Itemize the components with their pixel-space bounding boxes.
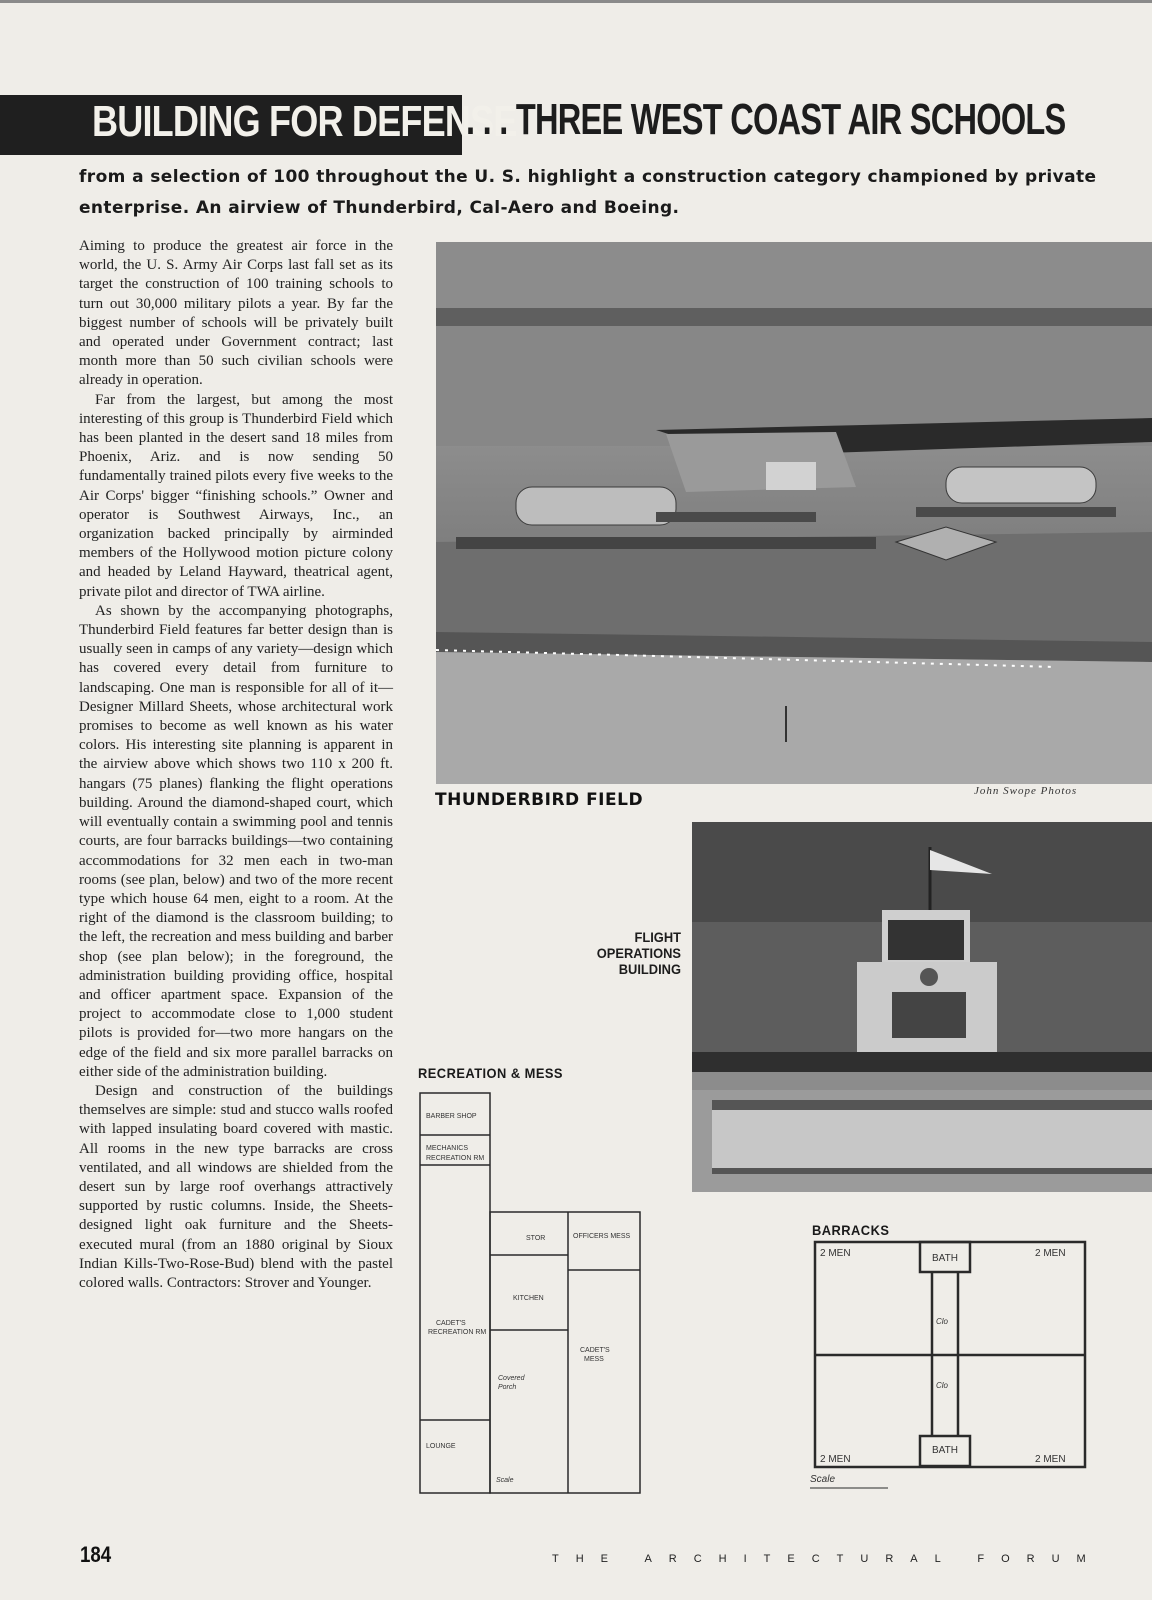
- article-paragraph: Far from the largest, but among the most interesting of this group is Thunderbird Field which has been planted in the desert sand 18 miles from Phoenix, Ariz. and is now sending 50 fundamentally trained pilots every five weeks to the Air Corps' bigger “finishing schools.” Owner and operator is Southwest Airways, Inc., an organization backed principally by airminded members of the Hollywood motion picture colony and headed by Leland Hayward, theatrical agent, private pilot and director of TWA airline.: [79, 391, 393, 600]
- room-lounge: LOUNGE: [426, 1443, 456, 1450]
- room-2-men-top-right: 2 MEN: [1035, 1248, 1066, 1259]
- recreation-plan-title: RECREATION & MESS: [418, 1065, 563, 1081]
- room-bath-bottom: BATH: [932, 1445, 958, 1456]
- room-closet: Clo: [936, 1317, 949, 1326]
- caption-line: FLIGHT: [634, 929, 681, 945]
- article-paragraph: Design and construction of the buildings themselves are simple: stud and stucco walls roofed with lapped insulating board covered with mastic. All rooms in the new type barracks are cross ventilated, and all windows are shielded from the desert sun by large roof overhangs attractively supported by rustic columns. Inside, the Sheets-designed light oak furniture and the Sheets-executed mural (from an 1880 original by Sioux Indian Kills-Two-Rose-Bud) blend with the pastel colored walls. Contractors: Strover and Younger.: [79, 1082, 393, 1291]
- magazine-footer: [552, 1553, 1103, 1565]
- barracks-floor-plan: [810, 1240, 1095, 1502]
- room-cadet-rec-2: RECREATION RM: [428, 1329, 487, 1336]
- page-number: 184: [80, 1542, 112, 1567]
- title-primary: BUILDING FOR DEFENSE: [92, 97, 517, 146]
- subheadline: from a selection of 100 throughout the U. S. highlight a construction category championed by private enterprise. An airview of Thunderbird, Cal-Aero and Boeing.: [79, 167, 1097, 218]
- room-cadet-mess: CADET'S: [580, 1347, 610, 1354]
- room-closet: Clo: [936, 1381, 949, 1390]
- plan-scale: Scale: [810, 1474, 836, 1485]
- room-2-men-bottom-left: 2 MEN: [820, 1454, 851, 1465]
- room-porch-2: Porch: [498, 1384, 517, 1391]
- room-cadet-rec: CADET'S: [436, 1320, 466, 1327]
- room-2-men-top-left: 2 MEN: [820, 1248, 851, 1259]
- room-officers-mess: OFFICERS MESS: [573, 1233, 631, 1240]
- footer-text: THE ARCHITECTURAL FORUM: [552, 1553, 1103, 1565]
- plan-scale: Scale: [496, 1477, 514, 1484]
- caption-line: BUILDING: [618, 961, 681, 977]
- top-rule: [0, 0, 1152, 3]
- room-porch: Covered: [498, 1375, 525, 1382]
- caption-line: OPERATIONS: [596, 945, 681, 961]
- room-cadet-mess-2: MESS: [584, 1356, 604, 1363]
- article-paragraph: Aiming to produce the greatest air force in the world, the U. S. Army Air Corps last fall set as its target the construction of 100 training schools to turn out 30,000 military pilots a year. By far the biggest number of schools will be privately built and operated under Government contract; last month more than 50 such civilian schools were already in operation.: [79, 238, 393, 389]
- room-bath-top: BATH: [932, 1253, 958, 1264]
- flight-photo-art: [692, 822, 1152, 1192]
- room-mechanics-2: RECREATION RM: [426, 1155, 485, 1162]
- room-barber: BARBER SHOP: [426, 1113, 477, 1120]
- room-mechanics: MECHANICS: [426, 1145, 469, 1152]
- article-paragraph: As shown by the accompanying photographs, Thunderbird Field features far better design than is usually seen in camps of any variety—design which has covered every detail from furniture to landscaping. One man is responsible for all of it—Designer Millard Sheets, whose architectural work promises to become as well known as his water colors. His interesting site planning is apparent in the airview above which shows two 110 x 200 ft. hangars (75 planes) flanking the flight operations building. Around the diamond-shaped court, which will eventually contain a swimming pool and tennis courts, are four barracks buildings—two containing accommodations for 32 men each in two-man rooms (see plan, below) and two of the more recent type which house 64 men, eight to a room. At the right of the diamond is the classroom building; to the left, the recreation and mess building and barber shop (see plan below); in the foreground, the administration building providing office, hospital and officer apartment space. Expansion of the project to accommodate close to 1,000 student pilots is provided for—two more hangars on the edge of the field and six more parallel barracks on either side of the administration building.: [79, 602, 393, 1080]
- room-stor: STOR: [526, 1235, 546, 1242]
- title-banner: [0, 95, 517, 155]
- flight-operations-photo: [692, 822, 1152, 1192]
- barracks-plan-title: BARRACKS: [812, 1222, 890, 1238]
- thunderbird-aerial-photo: [436, 242, 1152, 784]
- recreation-mess-floor-plan: [418, 1090, 643, 1495]
- photo-credit: John Swope Photos: [974, 785, 1078, 797]
- thunderbird-caption: THUNDERBIRD FIELD: [435, 790, 644, 810]
- room-2-men-bottom-right: 2 MEN: [1035, 1454, 1066, 1465]
- room-kitchen: KITCHEN: [513, 1295, 544, 1302]
- article-body: [79, 237, 393, 1293]
- title-secondary: . . . THREE WEST COAST AIR SCHOOLS: [466, 95, 1066, 144]
- aerial-photo-art: [436, 242, 1152, 784]
- flight-operations-caption: [570, 929, 681, 977]
